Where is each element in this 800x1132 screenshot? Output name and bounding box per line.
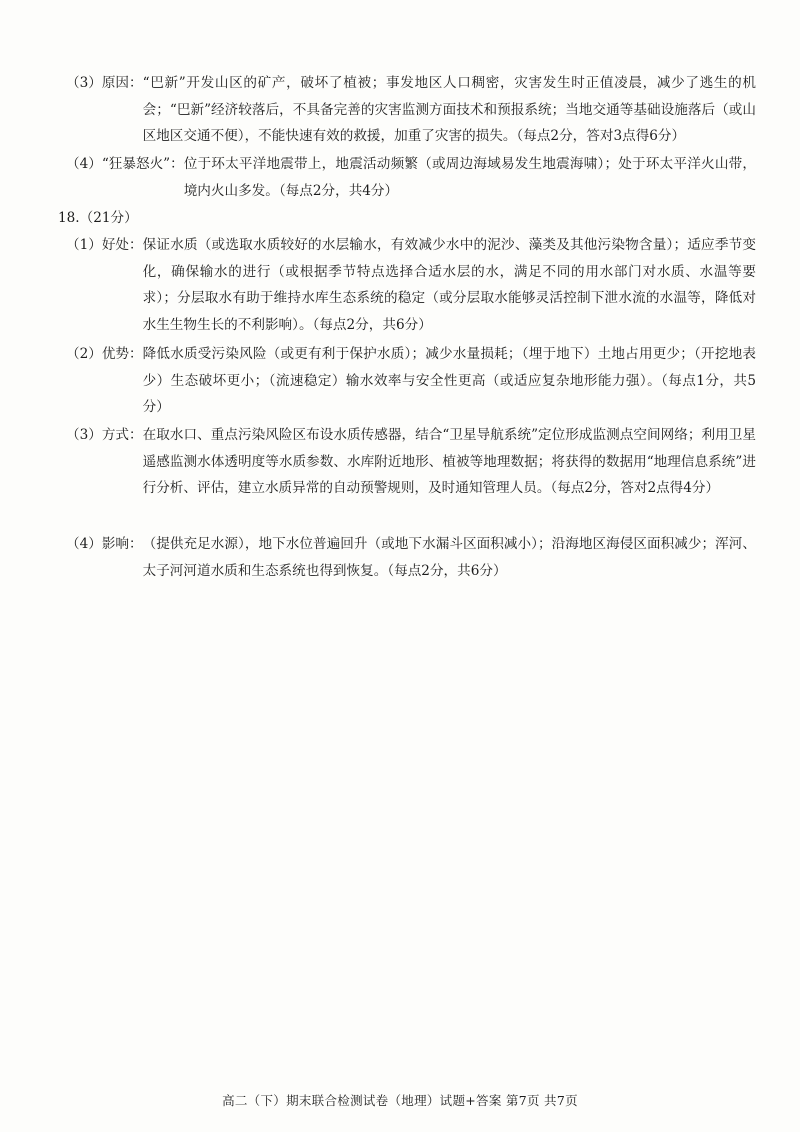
item-number: （3） [66,75,102,91]
answer-18-1 [66,232,756,338]
item-label: 方式： [101,427,143,443]
item-number: （1） [66,237,102,253]
answer-18-2 [66,341,756,421]
item-number: （3） [66,427,102,443]
item-label: 优势： [101,346,143,362]
item-text: 位于环太平洋地震带上，地震活动频繁（或周边海域易发生地震海啸）；处于环太平洋火山带，境内火山多发。（每点2分，共4分） [183,156,756,199]
item-number: （4） [66,156,102,172]
item-text: “巴新”开发山区的矿产，破坏了植被；事发地区人口稠密，灾害发生时正值凌晨，减少了逃生的机会；“巴新”经济较落后，不具备完善的灾害监测方面技术和预报系统；当地交通等基础设施落后（或山区地区交通不便），不能快速有效的救援，加重了灾害的损失。（每点2分，答对3点得6分） [142,75,756,144]
item-text: 在取水口、重点污染风险区布设水质传感器，结合“卫星导航系统”定位形成监测点空间网络；利用卫星遥感监测水体透明度等水质参数、水库附近地形、植被等地理数据；将获得的数据用“地理信息系统”进行分析、评估，建立水质异常的自动预警规则，及时通知管理人员。（每点2分，答对2点得4分） [142,427,756,496]
answer-18-3 [66,422,756,502]
item-text: （提供充足水源），地下水位普遍回升（或地下水漏斗区面积减小）；沿海地区海侵区面积减少；浑河、太子河河道水质和生态系统也得到恢复。（每点2分，共6分） [142,536,756,579]
item-number: （2） [66,346,102,362]
question-18-heading: 18.（21分） [58,210,138,226]
page-footer: 高二（下）期末联合检测试卷（地理）试题+答案 第7页 共7页 [222,1093,578,1108]
answer-17-4 [66,151,756,204]
answer-18-4 [66,531,756,584]
item-label: 好处： [101,237,143,253]
item-label: 原因： [101,75,143,91]
item-label: “狂暴怒火”： [101,156,184,172]
item-text: 降低水质受污染风险（或更有利于保护水质）；减少水量损耗；（埋于地下）土地占用更少；（开挖地表少）生态破坏更小；（流速稳定）输水效率与安全性更高（或适应复杂地形能力强）。（每点1分，共5分） [142,346,756,415]
item-text: 保证水质（或选取水质较好的水层输水，有效减少水中的泥沙、藻类及其他污染物含量）；适应季节变化，确保输水的进行（或根据季节特点选择合适水层的水，满足不同的用水部门对水质、水温等要求）；分层取水有助于维持水库生态系统的稳定（或分层取水能够灵活控制下泄水流的水温等，降低对水生生物生长的不利影响）。（每点2分，共6分） [142,237,756,333]
item-number: （4） [66,536,102,552]
answer-17-3 [66,70,756,150]
item-label: 影响： [101,536,143,552]
